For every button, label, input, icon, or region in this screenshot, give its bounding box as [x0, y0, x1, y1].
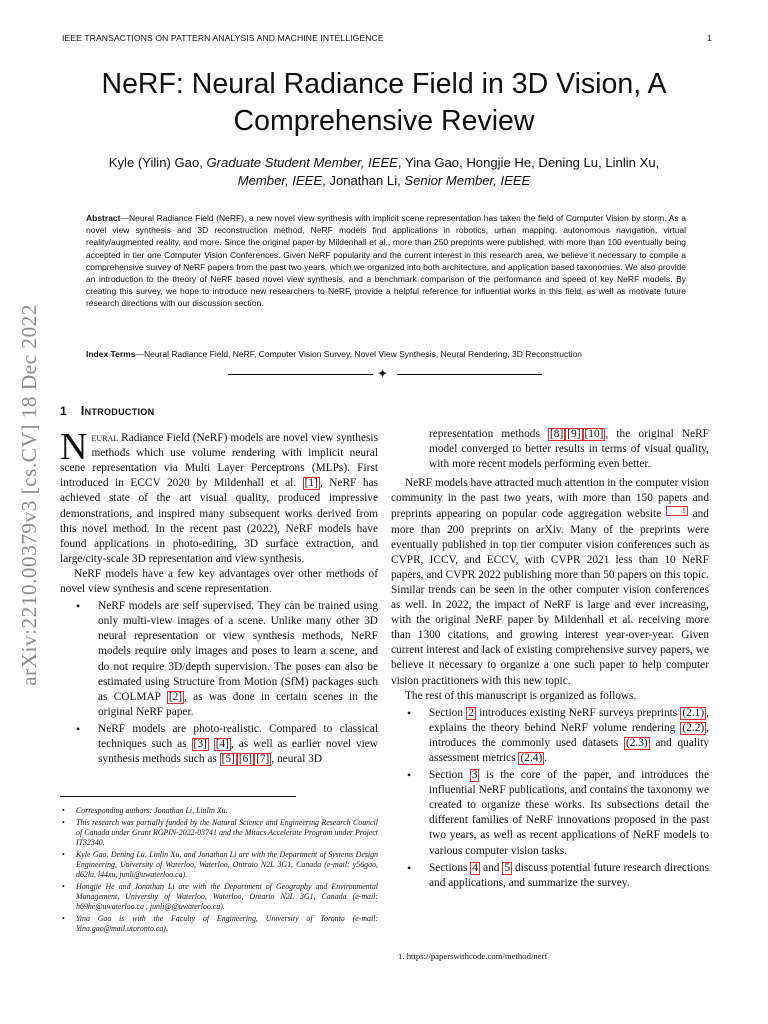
citation-link[interactable]: [3]	[193, 737, 207, 750]
index-terms	[86, 348, 686, 360]
citation-link[interactable]: [5]	[221, 753, 235, 766]
list-item-text: representation methods	[429, 428, 549, 440]
list-item	[429, 706, 709, 766]
list-item-text: , explains the theory behind NeRF volume rendering	[429, 706, 709, 734]
footnote-item: • Hongjie He and Jonathan Li are with the Department of Geography and Environmental Management, University of Waterloo, Waterloo, Ontario N2L 3G1, Canada (e-mail: h69he@uwaterloo.ca , junli@@uwaterloo.ca).	[76, 882, 378, 913]
section-link[interactable]: (2.1)	[682, 706, 705, 719]
divider-line-right	[397, 374, 542, 375]
list-item	[98, 722, 378, 767]
paper-title: NeRF: Neural Radiance Field in 3D Vision, A Comprehensive Review	[101, 68, 667, 137]
intro-paragraph-4: The rest of this manuscript is organized as follows.	[405, 689, 637, 702]
section-link[interactable]: (2.3)	[625, 736, 648, 749]
list-item-text: is the core of the paper, and introduces the influential NeRF publications, and contains the taxonomy we created to organize these works. Its subsections detail the different families of NeRF innovations proposed in the past two years, as well as recent applications of NeRF models to various computer vision tasks.	[429, 769, 709, 857]
paragraph-text: Radiance Field (NeRF) models are novel view synthesis methods which use volume rendering with implicit neural scene representation via Multi Layer Perceptrons (MLPs). First introduced in ECCV 2020 by Mildenhall et al.	[60, 432, 378, 490]
section-divider	[228, 368, 542, 382]
list-item-text: NeRF models are self supervised. They can be trained using only multi-view images of a scene. Unlike many other 3D neural representation or view synthesis methods, NeRF models require only images and poses to learn a scene, and do not require 3D/depth supervision. The poses can also be estimated using Structure from Motion (SfM) packages such as COLMAP	[98, 600, 378, 703]
citation-link[interactable]: [2]	[168, 690, 183, 703]
author-3: , Jonathan Li,	[322, 173, 405, 188]
footnote-item: • Kyle Gao, Dening Lu, Linlin Xu, and Jonathan Li are with the Department of Systems Design Engineering, University of Waterloo, Waterloo, Ontraio N2L 3G1, Canada (e-mail: y56gao, d62lu, l44xu, junli@uwaterloo.ca).	[76, 850, 378, 881]
url-footnote: 1. https://paperswithcode.com/method/nerf	[398, 951, 548, 961]
running-header	[62, 33, 712, 47]
list-item-continuation	[391, 427, 709, 472]
author-1: Kyle (Yilin) Gao,	[108, 155, 207, 170]
citation-link[interactable]: [6]	[238, 753, 253, 766]
abstract	[86, 212, 686, 310]
intro-paragraph-2: NeRF models have a few key advantages over other methods of novel view synthesis and scene representation.	[60, 567, 378, 596]
divider-line-left	[228, 374, 373, 375]
author-3-role: Senior Member, IEEE	[404, 173, 531, 188]
drop-cap: N	[60, 426, 88, 469]
intro-paragraph-1	[60, 426, 378, 567]
organization-list	[391, 706, 709, 891]
list-item-text: Sections	[429, 861, 471, 874]
author-1-role: Graduate Student Member, IEEE	[206, 155, 398, 170]
citation-link[interactable]: [10]	[584, 428, 604, 440]
section-heading	[60, 403, 378, 419]
list-item-text: Section	[429, 706, 467, 719]
paragraph-text: , NeRF has achieved state of the art visual quality, produced impressive demonstrations, and inspired many subsequent works derived from this novel method. In the recent past (2022), NeRF models have found applications in photo-editing, 3D surface extraction, and large/city-scale 3D representation and view synthesis.	[60, 477, 378, 565]
author-footnotes	[60, 806, 378, 936]
list-item-text: Section	[429, 769, 470, 782]
section-link[interactable]: 2	[468, 706, 474, 719]
list-item-text: and quality assessment metrics	[429, 736, 710, 764]
citation-link[interactable]: [8]	[550, 428, 564, 440]
footnote-rule	[60, 796, 296, 797]
right-column	[391, 427, 709, 893]
citation-link[interactable]: [1]	[304, 477, 318, 490]
advantages-list	[60, 599, 378, 767]
author-2: , Yina Gao, Hongjie He, Dening Lu, Linlin Xu,	[397, 155, 660, 170]
left-column	[60, 403, 378, 769]
citation-link[interactable]: [4]	[215, 737, 229, 750]
list-item-text: , as was done in certain scenes in the original NeRF paper.	[98, 690, 378, 718]
section-link[interactable]: 5	[504, 861, 511, 874]
section-number: 1	[60, 404, 67, 418]
list-item-text: , the original NeRF model converged to better results in terms of visual quality, with more recent models performing even better.	[429, 428, 709, 471]
divider-star-icon: ✦	[377, 366, 388, 381]
list-item	[429, 768, 709, 859]
list-item-text: , as well as earlier novel view synthesis methods such as	[98, 737, 379, 766]
citation-link[interactable]: [9]	[567, 428, 581, 440]
paragraph-text: NeRF models have attracted much attention in the computer vision community in the past two years, with more than 150 papers and preprints appearing on popular code aggregation website	[391, 477, 709, 521]
list-item-text: .	[544, 751, 548, 764]
abstract-label: Abstract	[86, 213, 121, 223]
section-link[interactable]: (2.4)	[520, 751, 543, 764]
list-item-text: NeRF models are photo-realistic. Compared to classical techniques such as	[98, 722, 378, 750]
drop-cap-continuation: eural	[91, 432, 119, 445]
paragraph-text: and more than 200 preprints on arXiv. Many of the preprints were eventually published in top tier computer vision conferences such as CVPR, ICCV, and ECCV, with CVPR 2021 less than 10 NeRF papers, and CVPR 2022 publishing more than 50 papers on this topic. Similar trends can be seen in the other computer vision conferences as well. In 2022, the impact of NeRF is large and ever increasing, with the original NeRF paper by Mildenhall et al. receiving more than 1300 citations, and growing interest year-over-year. Given current interest and lack of existing comprehensive survey papers, we believe it necessary to organize a one such paper to help computer vision practitioners with this new topic.	[391, 508, 709, 687]
author-2-role: Member, IEEE	[237, 173, 323, 188]
index-terms-text: —Neural Radiance Field, NeRF, Computer Vision Survey, Novel View Synthesis, Neural Rendering, 3D Reconstruction	[135, 349, 582, 359]
list-item-text: introduces existing NeRF surveys preprints	[475, 706, 681, 719]
journal-name: IEEE TRANSACTIONS ON PATTERN ANALYSIS AND MACHINE INTELLIGENCE	[62, 33, 384, 43]
intro-paragraph-3	[391, 476, 709, 688]
author-list	[90, 154, 678, 190]
section-link[interactable]: 4	[472, 861, 479, 874]
section-link[interactable]: (2.2)	[682, 721, 705, 734]
section-link[interactable]: 3	[471, 769, 478, 782]
list-item-text: , neural 3D	[271, 753, 323, 766]
citation-link[interactable]: [7]	[256, 753, 270, 766]
list-item-text: and	[480, 861, 503, 874]
index-terms-label: Index Terms	[86, 349, 136, 359]
page-number: 1	[707, 33, 712, 43]
list-item-text: , introduces the commonly used datasets	[429, 721, 709, 749]
footnote-item: • Corresponding authors: Jonathan Li, Linlin Xu.	[76, 806, 378, 816]
list-item	[429, 861, 709, 891]
footnote-item: • Yina Gao is with the Faculty of Engineering, University of Toronto (e-mail: Yina.gao@mail.utoronto.ca).	[76, 914, 378, 934]
footnote-marker-link[interactable]: 1	[666, 506, 688, 516]
footnote-item: • This research was partially funded by the Natural Science and Engineering Research Council of Canada under Grant RGPIN-2022-03741 and the Mitacs Accelerate Program under Project IT32340.	[76, 818, 378, 849]
abstract-text: —Neural Radiance Field (NeRF), a new novel view synthesis with implicit scene representation has taken the field of Computer Vision by storm. As a novel view synthesis and 3D reconstruction method, NeRF models find applications in robotics, urban mapping, autonomous navigation, virtual reality/augmented reality, and more. Since the original paper by Mildenhall et al., more than 250 preprints were published, with more than 100 eventually being accepted in tier one Computer Vision Conferences. Given NeRF popularity and the current interest in this research area, we believe it necessary to compile a comprehensive survey of NeRF papers from the past two years, which we organized into both architecture, and application based taxonomies. We also provide an introduction to the theory of NeRF based novel view synthesis, and a benchmark comparison of the performance and speed of key NeRF models. By creating this survey, we hope to introduce new researchers to NeRF, provide a helpful reference for influential works in this field, as well as motivate future research directions with our discussion section.	[86, 213, 686, 309]
section-title: Introduction	[80, 403, 155, 418]
arxiv-stamp: arXiv:2210.00379v3 [cs.CV] 18 Dec 2022	[17, 304, 41, 686]
list-item-text: discuss potential future research directions and applications, and summarize the survey.	[429, 861, 710, 889]
list-item	[98, 599, 378, 720]
